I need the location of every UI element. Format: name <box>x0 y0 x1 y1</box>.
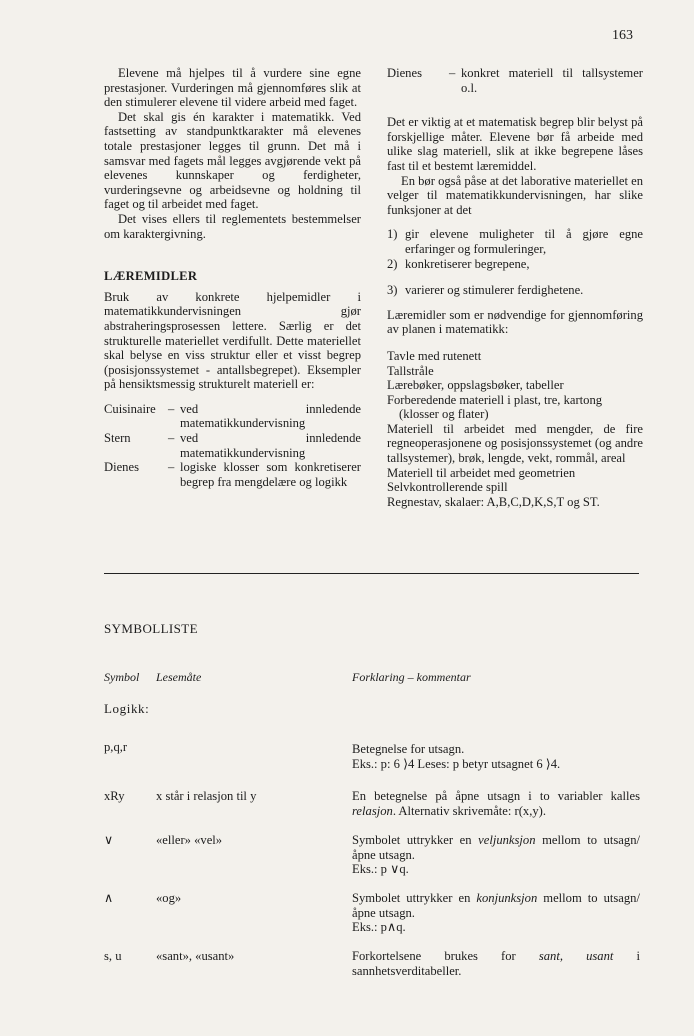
paragraph: Elevene må hjelpes til å vurdere sine egne prestasjoner. Vurderingen må gjennomføres slik at den stimulerer elevene til videre arbeid med faget. <box>104 66 361 110</box>
function-list <box>387 227 643 297</box>
definition-dash: – <box>449 66 456 80</box>
explanation <box>352 789 640 818</box>
paragraph: Det vises ellers til reglementets bestemmelser om karaktergivning. <box>104 211 361 241</box>
explanation-line: Eks.: p ∨q. <box>352 862 409 877</box>
explanation-text: mellom to utsagn/åpne utsagn. <box>352 891 640 920</box>
reading: x står i relasjon til y <box>156 789 257 803</box>
paragraph: En bør også påse at det laborative materiellet en velger til matematikkundervisningen, har slike funksjoner at det <box>387 173 643 217</box>
definition-term: Dienes <box>387 66 422 80</box>
subsection-heading: Logikk: <box>104 701 150 716</box>
emphasis: relasjon <box>352 803 393 818</box>
symbol: p,q,r <box>104 740 128 754</box>
explanation-text: Forkortelsene brukes for <box>352 949 539 963</box>
explanation <box>352 949 640 978</box>
definition-term: Dienes <box>104 460 139 475</box>
page-number: 163 <box>612 28 633 43</box>
definition-text: ved innledende matematikkundervisning <box>180 431 361 460</box>
list-number: 2) <box>387 256 398 271</box>
definition-row <box>104 460 361 489</box>
list-item: Regnestav, skalaer: A,B,C,D,K,S,T og ST. <box>387 494 600 509</box>
list-item <box>387 283 643 298</box>
definition-row <box>104 402 361 431</box>
explanation-text: mellom to utsagn/åpne utsagn. <box>352 833 640 862</box>
definition-text: logiske klosser som konkretiserer begrep fra mengdelære og logikk <box>180 460 361 489</box>
section-heading: LÆREMIDLER <box>104 269 198 284</box>
definition-row <box>104 431 361 460</box>
paragraph: Bruk av konkrete hjelpemidler i matematikkundervisningen gjør abstraheringsprosessen lettere. Særlig er det strukturelle materiellet verdifullt. Dette materiellet skal belyse en viss struktur eller et visst begrep (posisjonssystemet - antallsbegrepet). Eksempler på hensiktsmessig strukturelt materiell er: <box>104 289 361 392</box>
explanation-text: En betegnelse på åpne utsagn i to variabler kalles <box>352 789 640 803</box>
explanation-line: Betegnelse for utsagn. <box>352 742 465 756</box>
explanation-text: Symbolet uttrykker en <box>352 891 477 905</box>
symbol: ∧ <box>104 891 114 905</box>
list-number: 1) <box>387 227 398 242</box>
symbol: ∨ <box>104 833 114 847</box>
reading: «og» <box>156 891 182 905</box>
explanation-line: Eks.: p: 6 ⟩4 Leses: p betyr utsagnet 6 ⟩4. <box>352 756 561 771</box>
explanation-line: Eks.: p∧q. <box>352 920 406 935</box>
list-item: (klosser og flater) <box>399 407 489 422</box>
column-header-explanation: Forklaring – kommentar <box>352 670 471 684</box>
list-item: Lærebøker, oppslagsbøker, tabeller <box>387 378 564 393</box>
reading: «sant», «usant» <box>156 949 235 963</box>
definition-term: Cuisinaire <box>104 401 156 416</box>
symbol: s, u <box>104 949 122 963</box>
explanation <box>352 891 640 935</box>
list-item: Materiell til arbeidet med mengder, de fire regneoperasjonene og posisjonssystemet (og andre tallsystemer), brøk, lengde, vekt, rommål, areal <box>387 421 643 466</box>
horizontal-rule <box>104 573 639 574</box>
explanation <box>352 742 640 771</box>
reading: «eller» «vel» <box>156 833 223 847</box>
list-text: konkretiserer begrepene, <box>405 256 530 271</box>
right-column <box>387 66 643 509</box>
emphasis: konjunksjon <box>476 891 538 905</box>
symbol: xRy <box>104 789 125 803</box>
list-text: gir elevene muligheter til å gjøre egne erfaringer og formuleringer, <box>405 227 643 256</box>
list-text: varierer og stimulerer ferdighetene. <box>405 283 584 298</box>
definition-term: Stern <box>104 431 131 446</box>
emphasis: sant, usant <box>538 949 614 963</box>
list-item <box>387 227 643 256</box>
list-item <box>387 257 643 272</box>
section-heading: SYMBOLLISTE <box>104 621 198 636</box>
definition-text: konkret materiell til tallsystemer o.l. <box>461 66 643 95</box>
explanation-text: i sannhetsverditabeller. <box>352 949 640 978</box>
list-item: Tavle med rutenett <box>387 348 482 363</box>
column-header-read: Lesemåte <box>156 670 202 684</box>
paragraph: Det skal gis én karakter i matematikk. Ved fastsetting av standpunktkarakter må elevenes totale prestasjoner legges til grunn. Det må i samsvar med fagets mål legges avgjørende vekt på elevenes kunnskaper og ferdigheter, vurderingsevne og arbeidsevne og holdning til faget og til arbeidet med faget. <box>104 109 361 212</box>
list-number: 3) <box>387 283 398 298</box>
definition-text: ved innledende matematikkundervisning <box>180 401 361 431</box>
column-header-symbol: Symbol <box>104 670 140 684</box>
definition-dash: – <box>168 460 175 475</box>
explanation-text: . Alternativ skrivemåte: r(x,y). <box>392 803 547 818</box>
paragraph: Det er viktig at et matematisk begrep blir belyst på forskjellige måter. Elevene bør få arbeide med ulike slag materiell, slik at ikke begrepene låses fast til et bestemt læremiddel. <box>387 115 643 173</box>
list-item: Forberedende materiell i plast, tre, kartong <box>387 392 603 407</box>
definition-row <box>387 66 643 95</box>
materials-list <box>387 349 643 510</box>
definition-dash: – <box>168 401 175 416</box>
list-item: Materiell til arbeidet med geometrien <box>387 465 576 480</box>
list-item: Selvkontrollerende spill <box>387 480 508 495</box>
emphasis: veljunksjon <box>478 833 536 847</box>
list-item: Tallstråle <box>387 363 434 378</box>
definition-dash: – <box>168 431 175 446</box>
left-column <box>104 66 361 489</box>
explanation-text: Symbolet uttrykker en <box>352 833 479 847</box>
explanation <box>352 833 640 877</box>
paragraph: Læremidler som er nødvendige for gjennomføring av planen i matematikk: <box>387 307 643 337</box>
